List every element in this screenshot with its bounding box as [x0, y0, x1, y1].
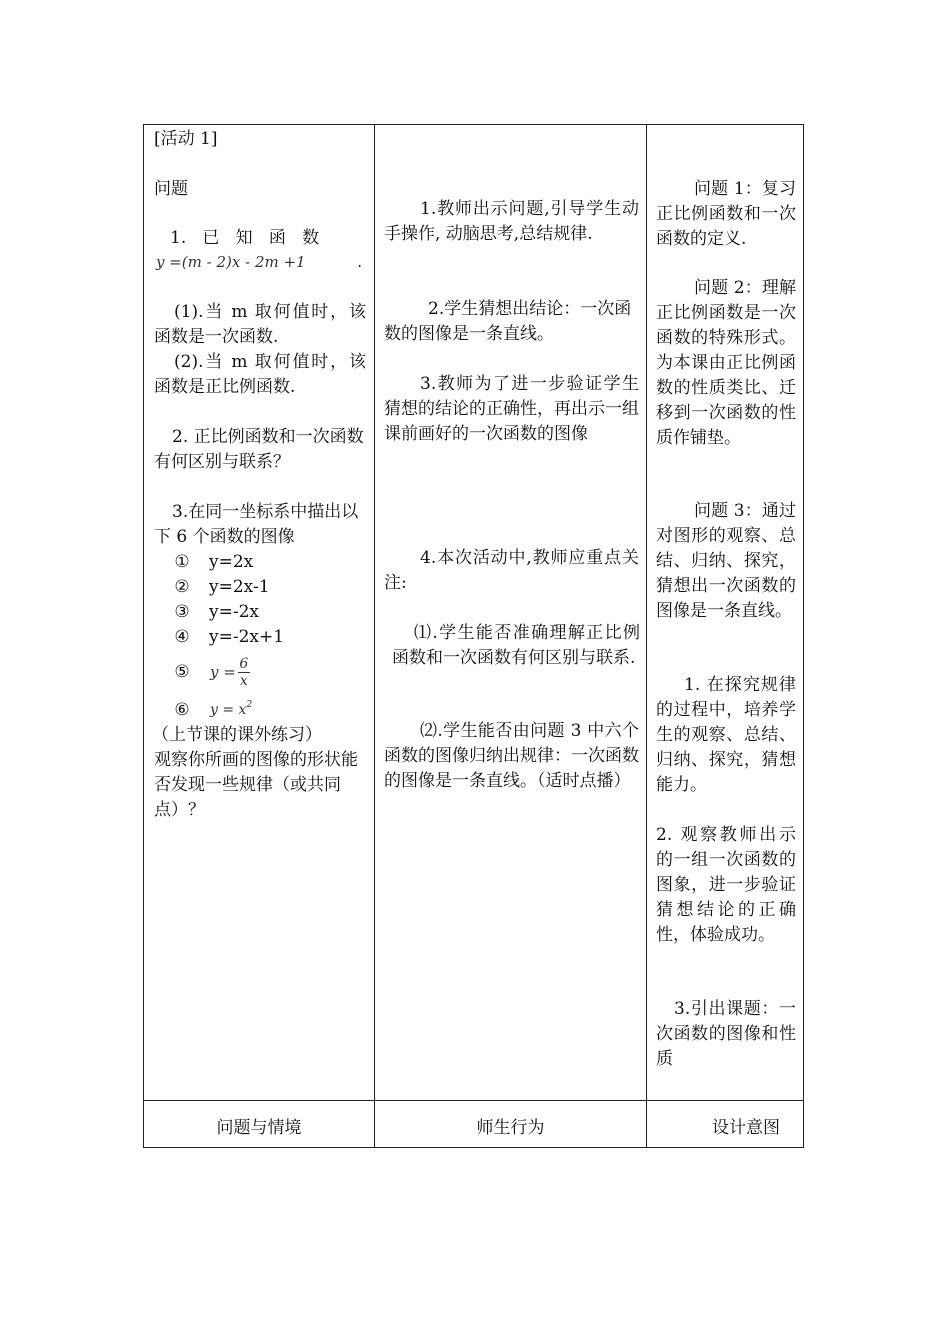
- function-expression: y=2x: [209, 552, 254, 572]
- function-item: [154, 600, 366, 625]
- teacher-action-3: 3.教师为了进一步验证学生猜想的结论的正确性，再出示一组课前画好的一次函数的图像: [384, 374, 639, 444]
- exponent: 2: [246, 700, 253, 710]
- teacher-action-2: 2.学生猜想出结论：一次函数的图像是一条直线。: [384, 299, 632, 344]
- function-6-expr: y = x: [210, 702, 247, 718]
- column-divider: [374, 125, 375, 1147]
- function-number: ④: [174, 627, 190, 647]
- function-number: ③: [174, 602, 190, 622]
- function-number: ⑤: [174, 661, 190, 682]
- function-number: ⑥: [174, 700, 190, 720]
- footer-problem-context: 问题与情境: [216, 1117, 302, 1138]
- function-item-5: [154, 652, 250, 692]
- design-intent-4: 1. 在探究规律的过程中，培养学生的观察、总结、归纳、探究，猜想能力。: [656, 675, 796, 795]
- teacher-focus-2: ⑵.学生能否由问题 3 中六个函数的图像归纳出规律：一次函数的图像是一条直线。（适时点播）: [384, 721, 639, 791]
- function-list: [154, 550, 366, 650]
- fraction-denominator: x: [239, 672, 248, 689]
- design-intent-5: 2. 观察教师出示的一组一次函数的图象，进一步验证猜想结论的正确性，体验成功。: [656, 825, 796, 945]
- fraction: [238, 656, 250, 689]
- teacher-action-4: 4.本次活动中,教师应重点关注:: [384, 548, 639, 593]
- function-expression: y=2x-1: [209, 577, 270, 597]
- teacher-focus-1: ⑴.学生能否准确理解正比例函数和一次函数有何区别与联系.: [392, 623, 640, 668]
- question-3: 3.在同一坐标系中描出以下 6 个函数的图像: [154, 502, 359, 547]
- problem-heading: 问题: [154, 179, 188, 199]
- column-divider: [646, 125, 647, 1147]
- observation-question: 观察你所画的图像的形状能否发现一些规律（或共同点）？: [154, 750, 358, 820]
- function-expression: y=-2x+1: [209, 627, 285, 647]
- lesson-table: [143, 124, 804, 1148]
- question-1-formula: [156, 250, 366, 275]
- function-item: [154, 550, 366, 575]
- footer-design-intent: 设计意图: [712, 1117, 780, 1138]
- question-2: 2. 正比例函数和一次函数有何区别与联系？: [154, 427, 364, 472]
- function-item: [154, 625, 366, 650]
- homework-note: （上节课的课外练习）: [152, 725, 322, 745]
- fraction-numerator: 6: [239, 655, 249, 672]
- function-number: ②: [174, 577, 190, 597]
- footer-teacher-student: 师生行为: [476, 1117, 545, 1138]
- design-intent-2: 问题 2：理解正比例函数是一次函数的特殊形式。为本课由正比例函数的性质类比、迁移到一次函数的性质作铺垫。: [656, 278, 796, 448]
- design-intent-1: 问题 1：复习正比例函数和一次函数的定义.: [656, 179, 796, 249]
- design-intent-6: 3.引出课题：一次函数的图像和性质: [656, 999, 796, 1069]
- design-intent-3: 问题 3：通过对图形的观察、总结、归纳、探究，猜想出一次函数的图像是一条直线。: [656, 501, 796, 621]
- teacher-action-1: 1.教师出示问题,引导学生动手操作, 动脑思考,总结规律.: [384, 199, 639, 244]
- question-1-part-2: (2).当 m 取何值时，该函数是正比例函数.: [154, 352, 366, 397]
- activity-label: [活动 1]: [154, 129, 218, 149]
- function-number: ①: [174, 552, 190, 572]
- question-1-intro: 1. 已 知 函 数: [170, 228, 320, 248]
- function-5-lhs: y =: [210, 662, 236, 681]
- formula-period: .: [357, 253, 362, 271]
- question-1-part-1: (1).当 m 取何值时，该函数是一次函数.: [154, 302, 366, 347]
- function-item-6: [154, 698, 252, 723]
- linear-function-formula: y =(m - 2)x - 2m +1: [156, 253, 306, 271]
- function-item: [154, 575, 366, 600]
- function-expression: y=-2x: [209, 602, 259, 622]
